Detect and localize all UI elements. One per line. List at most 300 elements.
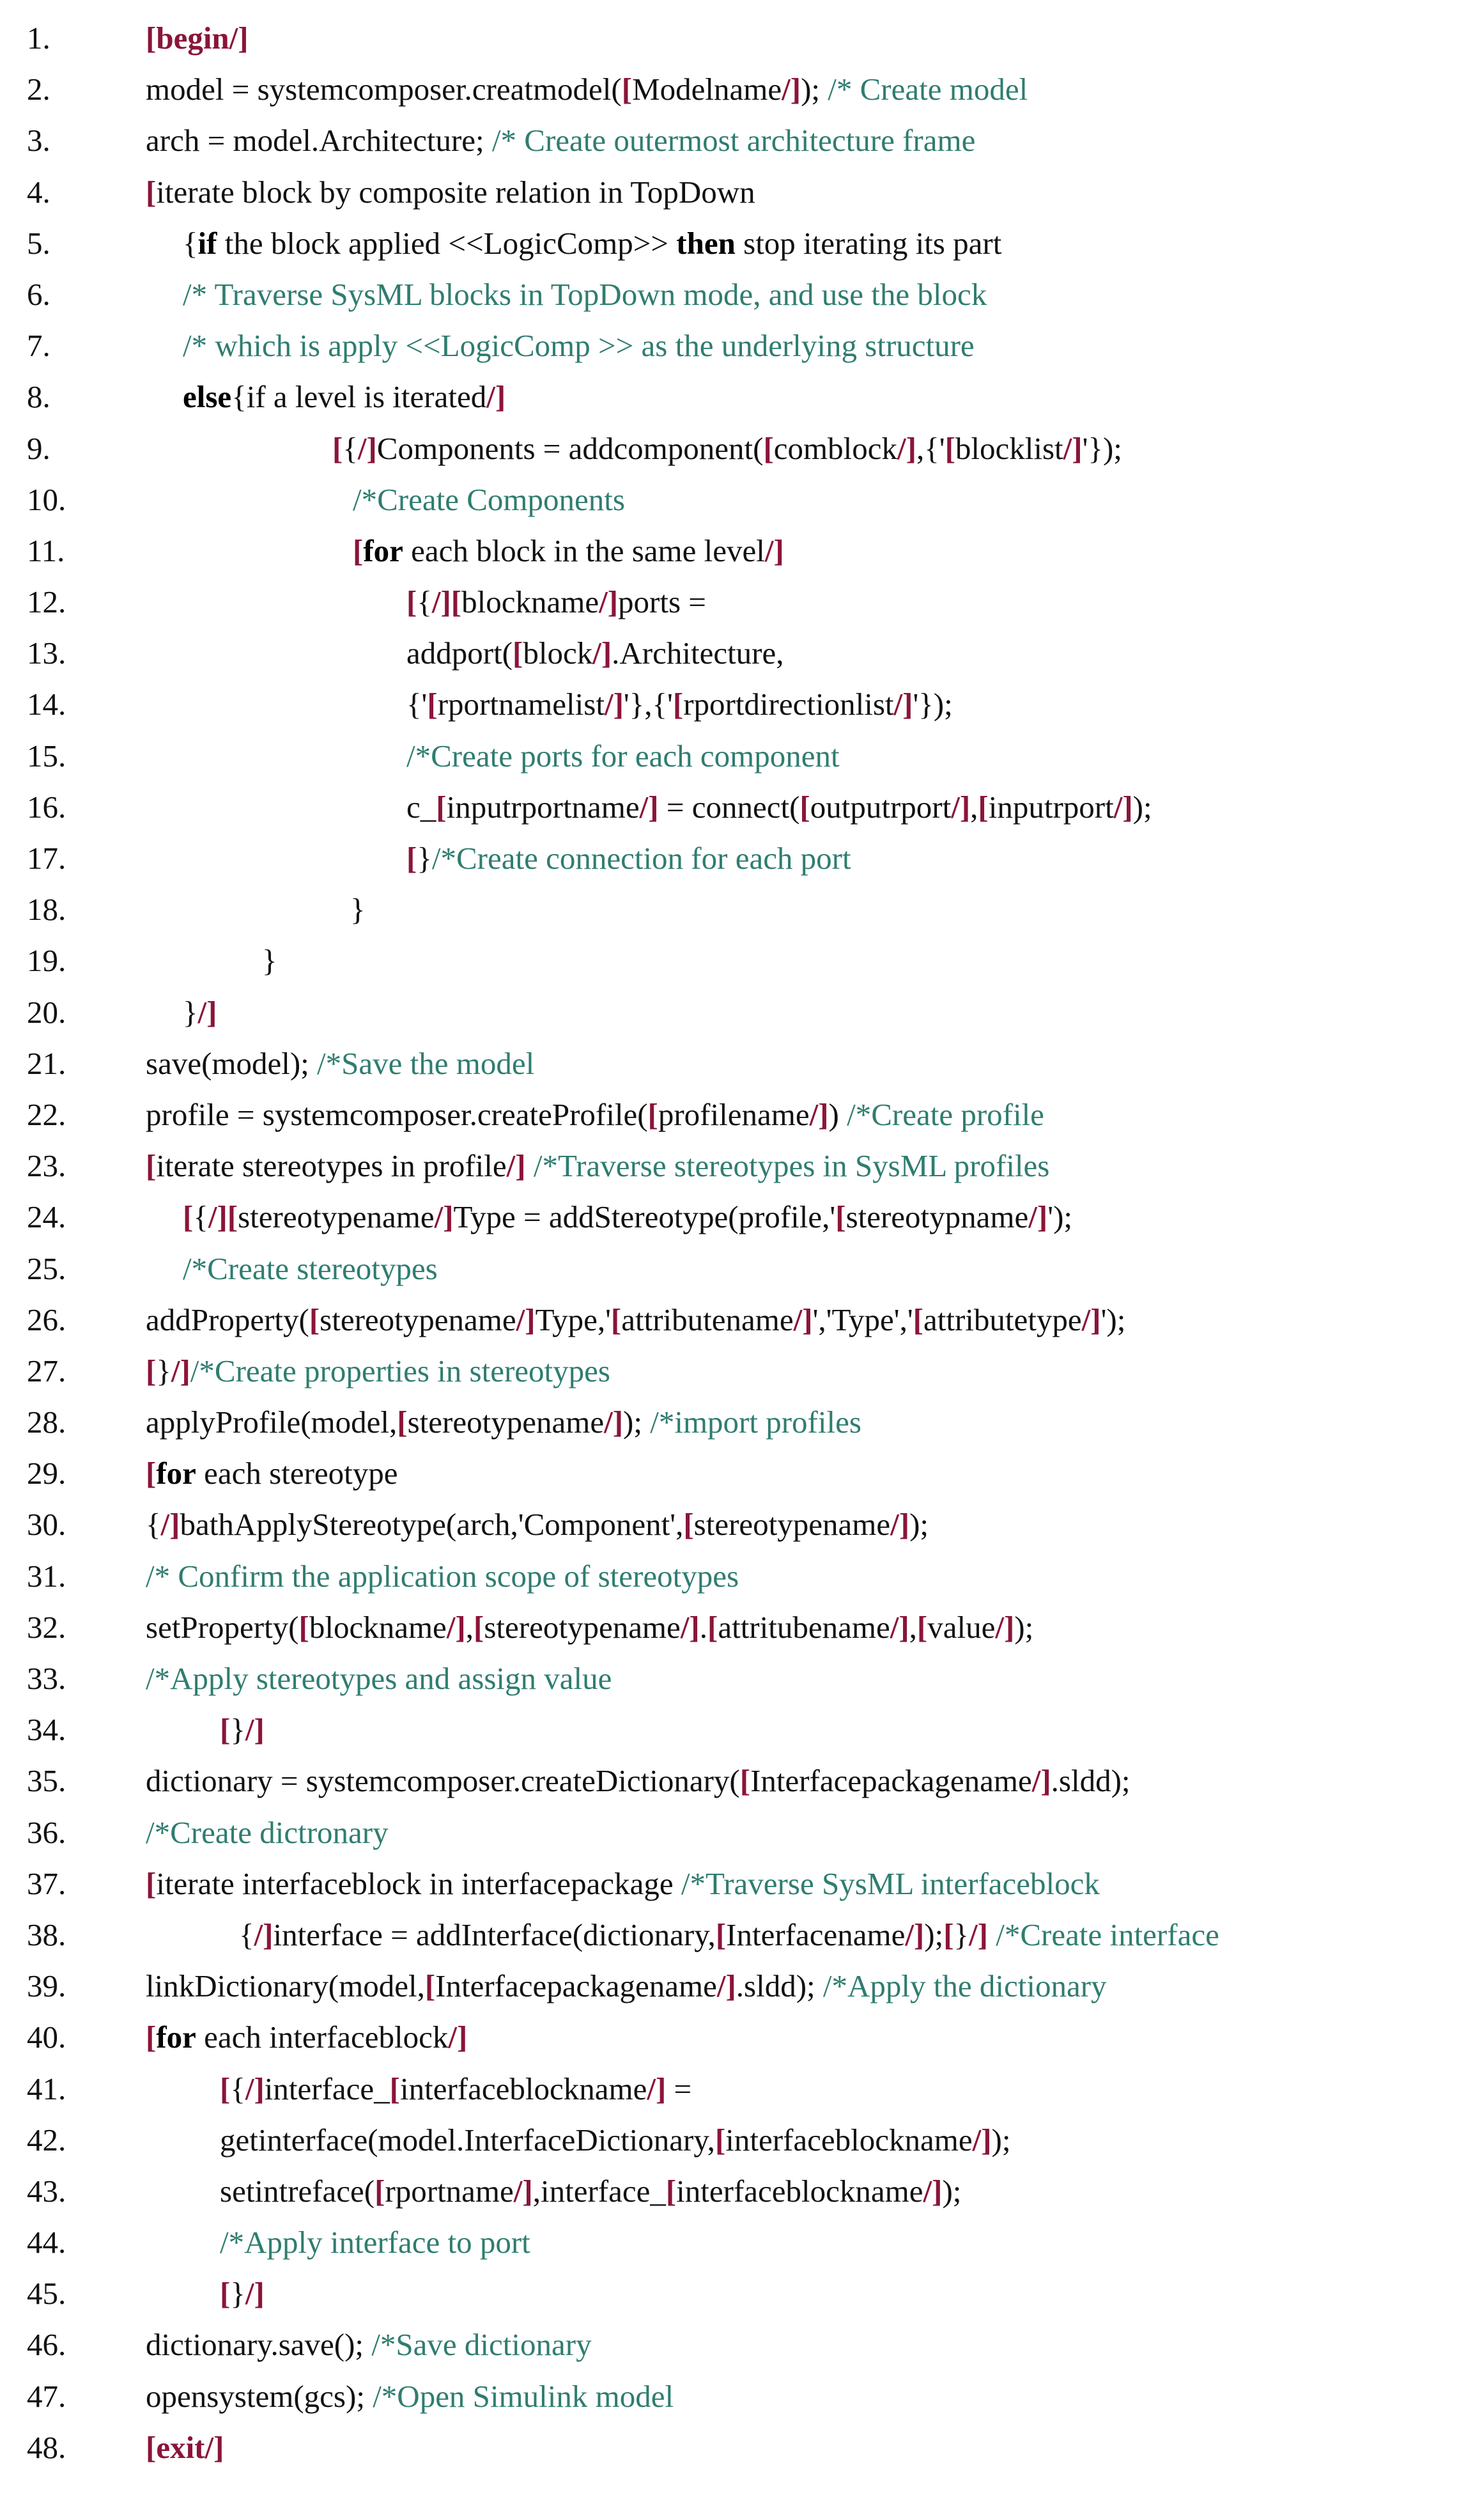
line-number: 28. [27,1404,66,1440]
code-line [0,1448,1482,1499]
code-text: '); [1047,1199,1072,1235]
template-marker: [ [146,174,157,210]
code-comment: /*import profiles [650,1404,861,1440]
template-marker: /] [1081,1302,1101,1337]
code-line [0,884,1482,935]
code-text: ); [1132,789,1152,825]
code-text: inputrportname [446,789,640,825]
code-text: iterate block by composite relation in TopDown [156,174,755,210]
line-code [146,167,755,218]
code-text: } [262,943,277,979]
line-number: 41. [27,2071,66,2106]
line-code [220,2064,691,2115]
code-text: } [230,2276,245,2312]
code-comment: /*Create Components [353,481,625,517]
code-text: opensystem(gcs); [146,2378,373,2414]
template-marker: [ [146,2019,157,2055]
template-marker: /] [890,1609,909,1645]
code-line [0,2115,1482,2166]
code-text: c_ [406,789,436,825]
line-number: 4. [27,174,50,210]
code-text: model = systemcomposer.creatmodel( [146,72,622,107]
code-comment: /* Traverse SysML blocks in TopDown mode, and use the block [183,276,987,312]
code-line [0,1243,1482,1295]
code-text: stereotypename [407,1404,605,1440]
line-number: 37. [27,1865,66,1901]
line-code [146,1295,1125,1346]
code-text: Interfacepackagename [435,1968,717,2004]
line-code [146,2319,592,2370]
template-marker: /] [245,1712,265,1748]
template-marker: [ [389,2071,400,2106]
template-marker: /] [516,1302,536,1337]
code-line [0,2319,1482,2370]
code-text: Type,' [535,1302,611,1337]
template-marker: [ [799,789,810,825]
template-marker: /] [245,2276,265,2312]
code-text: ','Type',' [812,1302,913,1337]
line-number: 31. [27,1558,66,1594]
code-text: stop iterating its part [735,225,1002,261]
code-text: each interfaceblock [196,2019,449,2055]
template-marker: [ [427,687,438,722]
template-marker: /] [1031,1763,1051,1799]
template-marker: /] [604,687,624,722]
line-code [146,1755,1131,1807]
code-text: { [193,1199,208,1235]
line-code [146,1346,610,1397]
code-text: blockname [309,1609,447,1645]
line-number: 26. [27,1302,66,1337]
line-number: 43. [27,2173,66,2209]
line-number: 12. [27,584,66,620]
code-text: interfaceblockname [725,2122,973,2158]
code-text: ports = [618,584,706,620]
code-text: ); [1014,1609,1034,1645]
line-code [146,64,1028,115]
code-text: linkDictionary(model, [146,1968,425,2004]
code-text: rportdirectionlist [683,687,894,722]
line-code [220,2217,530,2268]
code-text: rportnamelist [437,687,605,722]
template-marker: [ [220,2276,231,2312]
code-text: ); [623,1404,651,1440]
code-text: outputrport [810,789,952,825]
line-number: 18. [27,892,66,928]
line-code [353,525,784,577]
code-text: attributetype [923,1302,1082,1337]
code-text: Modelname [632,72,782,107]
code-text: ); [942,2173,962,2209]
template-marker: /] [357,430,377,466]
keyword: if [197,225,217,261]
template-marker: /] [1028,1199,1048,1235]
code-line [0,679,1482,730]
code-text: Type = addStereotype(profile,' [453,1199,836,1235]
template-marker: [ [715,1917,727,1952]
template-marker: /][ [431,584,462,620]
code-text: setProperty( [146,1609,299,1645]
template-marker: /] [782,72,801,107]
code-text: } [417,841,432,876]
code-text: dictionary = systemcomposer.createDictionary( [146,1763,740,1799]
code-text: each stereotype [196,1456,398,1491]
line-number: 34. [27,1712,66,1748]
template-marker: /] [905,1917,925,1952]
template-marker: /] [604,1404,624,1440]
code-line [0,1295,1482,1346]
template-marker: /] [160,1507,180,1543]
line-number: 9. [27,430,50,466]
line-code [146,13,249,64]
code-text: profilename [658,1096,810,1132]
template-marker: [ [146,1148,157,1184]
code-line [0,1499,1482,1550]
line-number: 48. [27,2429,66,2465]
template-marker: [ [943,1917,954,1952]
template-marker: /] [434,1199,454,1235]
code-comment: /*Traverse SysML interfaceblock [681,1865,1100,1901]
code-line [0,2268,1482,2319]
template-marker: [ [978,789,989,825]
code-line [0,1704,1482,1755]
code-line [0,423,1482,474]
line-number: 10. [27,481,66,517]
template-marker: [exit/] [146,2429,224,2465]
line-code [220,2115,1010,2166]
code-line [0,1397,1482,1448]
code-text: , [909,1609,917,1645]
code-text: value [927,1609,996,1645]
line-code [146,1499,929,1550]
line-code [146,2371,674,2422]
template-marker: /] [197,994,217,1030]
code-text: attritubename [718,1609,890,1645]
line-number: 24. [27,1199,66,1235]
code-text: save(model); [146,1045,318,1081]
code-line [0,833,1482,884]
template-marker: [ [183,1199,194,1235]
line-code [146,1807,389,1858]
code-comment: /*Create dictronary [146,1814,389,1850]
template-marker: [ [374,2173,385,2209]
template-marker: /] [245,2071,265,2106]
line-number: 44. [27,2225,66,2260]
line-code [406,577,706,628]
template-marker: [ [665,2173,677,2209]
line-code [146,1858,1100,1909]
code-text: .Architecture, [612,635,784,671]
template-marker: /] [716,1968,736,2004]
line-code [146,2012,467,2063]
code-comment: /*Create properties in stereotypes [190,1353,610,1388]
template-marker: [ [220,2071,231,2106]
code-text: arch = model.Architecture; [146,123,492,159]
template-marker: /] [599,584,619,620]
code-comment: /*Open Simulink model [373,2378,674,2414]
line-number: 8. [27,379,50,415]
code-text: = [666,2071,692,2106]
line-number: 36. [27,1814,66,1850]
code-text: interface_ [264,2071,390,2106]
line-number: 1. [27,20,50,56]
line-code [146,1397,861,1448]
line-code [220,2166,961,2217]
code-comment: /*Save dictionary [371,2327,592,2363]
template-marker: [ [146,1456,157,1491]
line-code [406,833,851,884]
code-line [0,167,1482,218]
line-number: 22. [27,1096,66,1132]
template-marker: [ [945,430,955,466]
template-marker: [ [763,430,774,466]
code-text: the block applied <<LogicComp>> [217,225,677,261]
line-number: 7. [27,328,50,364]
code-listing [0,13,1482,2473]
code-text: { [230,2071,245,2106]
code-line [0,987,1482,1038]
line-code [406,679,953,730]
line-code [262,935,277,986]
code-text: . [699,1609,707,1645]
template-marker: [ [474,1609,484,1645]
code-text [526,1148,534,1183]
template-marker: [ [397,1404,408,1440]
line-number: 16. [27,789,66,825]
template-marker: /] [254,1917,274,1952]
code-line [0,115,1482,166]
code-line [0,269,1482,320]
code-comment: /*Apply stereotypes and assign value [146,1661,612,1696]
code-line [0,1602,1482,1653]
code-text: '); [1100,1302,1126,1337]
line-number: 40. [27,2019,66,2055]
template-marker: /] [890,1507,910,1543]
line-code [406,731,840,782]
line-code [146,2422,224,2473]
line-code [332,423,1122,474]
template-marker: /] [793,1302,813,1337]
code-text: ); [991,2122,1011,2158]
code-text: } [183,994,198,1030]
code-text: } [230,1712,245,1748]
line-number: 33. [27,1661,66,1696]
template-marker: [ [714,2122,726,2158]
code-text: ,interface_ [532,2173,666,2209]
code-line [0,577,1482,628]
code-line [0,731,1482,782]
line-code [350,884,366,935]
line-code [146,1448,398,1499]
template-marker: [ [353,533,364,568]
keyword: then [676,225,736,261]
code-text: each block in the same level [403,533,765,568]
template-marker: [ [739,1763,751,1799]
line-code [146,1551,739,1602]
template-marker: /] [969,1917,988,1952]
line-code [146,1140,1049,1192]
code-text: { [239,1917,254,1952]
template-marker: [ [436,789,447,825]
code-line [0,1038,1482,1089]
code-text: } [156,1353,171,1388]
template-marker: /] [448,2019,468,2055]
code-text: stereotypename [238,1199,435,1235]
code-text: { [343,430,358,466]
template-marker: /] [592,635,612,671]
code-comment: /*Create connection for each port [431,841,851,876]
code-text: comblock [773,430,898,466]
code-text: stereotypename [320,1302,516,1337]
code-text: { [417,584,432,620]
code-line [0,2064,1482,2115]
code-text: stereotypename [693,1507,891,1543]
code-text: setintreface( [220,2173,375,2209]
template-marker: [ [424,1968,436,2004]
line-code [183,987,217,1038]
line-code [146,1961,1107,2012]
template-marker: /] [680,1609,700,1645]
code-text: '}); [913,687,953,722]
code-text: interfaceblockname [676,2173,923,2209]
code-text: stereotypename [484,1609,681,1645]
line-number: 47. [27,2378,66,2414]
code-text: rportname [385,2173,514,2209]
code-line [0,1961,1482,2012]
line-number: 46. [27,2327,66,2363]
line-code [146,1089,1044,1140]
code-line [0,935,1482,986]
code-text: '}); [1082,430,1122,466]
line-number: 32. [27,1609,66,1645]
code-text: attributename [621,1302,794,1337]
code-comment: /*Create profile [847,1096,1044,1132]
line-code [146,1602,1033,1653]
line-code [183,218,1001,269]
template-marker: /] [506,1148,526,1184]
code-line [0,1089,1482,1140]
code-line [0,64,1482,115]
code-text: iterate interfaceblock in interfacepackage [156,1865,681,1901]
code-comment: /* Create model [828,72,1028,107]
code-text: blocklist [955,430,1063,466]
template-marker: [ [672,687,684,722]
keyword: for [156,2019,196,2055]
code-text: interface = addInterface(dictionary, [273,1917,716,1952]
line-number: 30. [27,1507,66,1543]
code-line [0,1858,1482,1909]
template-marker: [ [332,430,343,466]
code-comment: /*Apply interface to port [220,2225,530,2260]
line-number: 2. [27,72,50,107]
template-marker: [ [835,1199,846,1235]
line-number: 19. [27,943,66,979]
line-number: 6. [27,276,50,312]
template-marker: [ [707,1609,718,1645]
code-text: iterate stereotypes in profile [156,1148,507,1184]
template-marker: /] [171,1353,190,1388]
code-comment: /* Create outermost architecture frame [491,123,976,159]
code-text: ); [924,1917,944,1952]
template-marker: [ [298,1609,309,1645]
code-text: block [523,635,593,671]
template-marker: [ [621,72,633,107]
code-text: , [465,1609,474,1645]
code-comment: /*Traverse stereotypes in SysML profiles [533,1148,1050,1184]
line-code [220,1704,265,1755]
line-number: 5. [27,225,50,261]
code-text: inputrport [988,789,1114,825]
template-marker: /] [897,430,916,466]
code-text [988,1917,996,1952]
code-line [0,1653,1482,1704]
keyword: for [156,1456,196,1491]
code-line [0,1140,1482,1192]
template-marker: [ [220,1712,231,1748]
template-marker: [ [913,1302,923,1337]
code-line [0,474,1482,525]
code-line [0,1755,1482,1807]
line-number: 42. [27,2122,66,2158]
template-marker: /][ [208,1199,238,1235]
template-marker: /] [809,1096,829,1132]
code-text: .sldd); [1051,1763,1131,1799]
code-line [0,2166,1482,2217]
code-comment: /*Apply the dictionary [822,1968,1107,2004]
line-number: 21. [27,1045,66,1081]
code-text: dictionary.save(); [146,2327,372,2363]
template-marker: /] [1063,430,1083,466]
line-code [146,1038,534,1089]
line-number: 11. [27,533,65,568]
template-marker: [ [406,841,417,876]
template-marker: /] [446,1609,466,1645]
line-code [406,628,784,679]
template-marker: [ [309,1302,320,1337]
line-code [183,371,506,423]
line-code [353,474,625,525]
template-marker: /] [951,789,971,825]
line-code [239,1909,1219,1961]
code-comment: /*Create ports for each component [406,738,840,774]
line-number: 20. [27,994,66,1030]
template-marker: [begin/] [146,20,249,56]
code-text: , [970,789,978,825]
code-line [0,1807,1482,1858]
line-code [183,1243,438,1295]
template-marker: /] [513,2173,533,2209]
line-number: 38. [27,1917,66,1952]
code-line [0,2422,1482,2473]
template-marker: /] [764,533,784,568]
template-marker: /] [1113,789,1133,825]
code-line [0,1551,1482,1602]
template-marker: [ [647,1096,658,1132]
code-text: addProperty( [146,1302,309,1337]
code-comment: /*Create stereotypes [183,1250,438,1286]
line-number: 27. [27,1353,66,1388]
keyword: for [363,533,403,568]
code-text: ); [801,72,828,107]
line-number: 29. [27,1456,66,1491]
line-number: 15. [27,738,66,774]
line-number: 14. [27,687,66,722]
code-text: = connect( [658,789,800,825]
template-marker: /] [893,687,913,722]
code-text: stereotypname [845,1199,1029,1235]
code-text: { [183,225,198,261]
code-text: Interfacepackagename [750,1763,1032,1799]
